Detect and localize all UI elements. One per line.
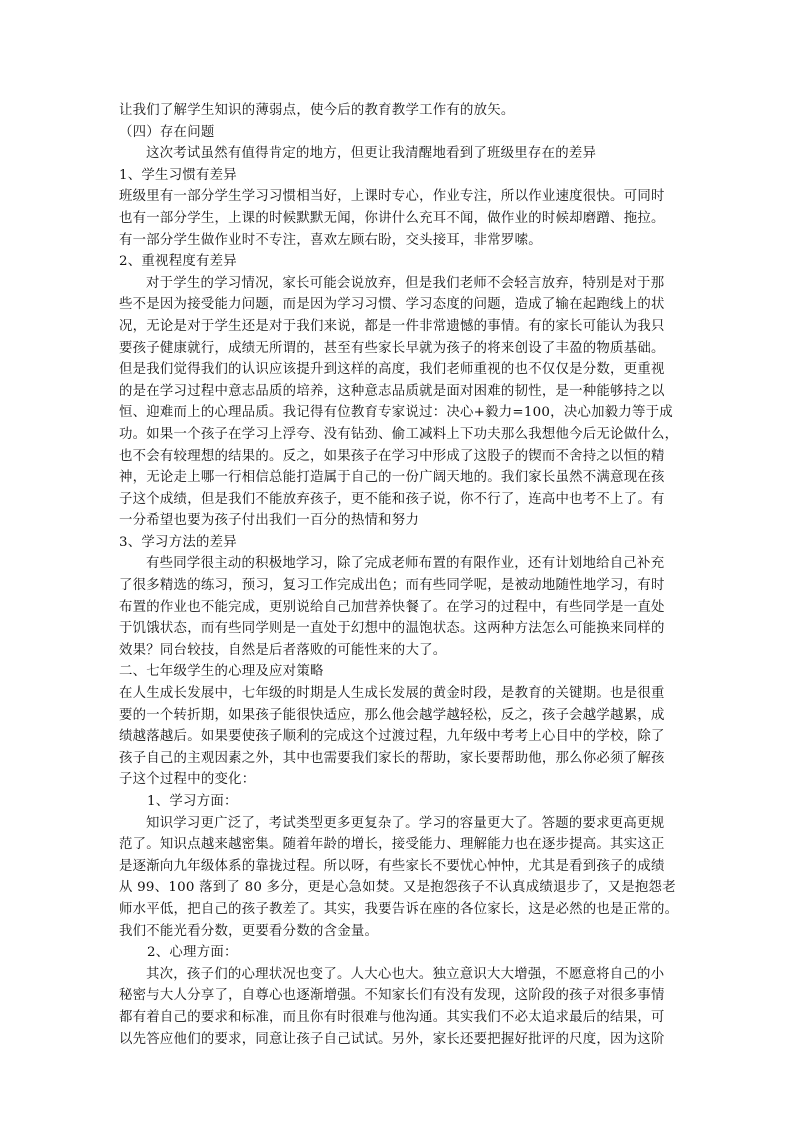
text-line: 1、学生习惯有差异	[119, 167, 237, 183]
text-line: 布置的作业也不能完成，更别说给自己加营养快餐了。在学习的过程中，有些同学是一直处	[119, 599, 665, 615]
text-line: 子这个成绩，但是我们不能放弃孩子，更不能和孩子说，你不行了，连高中也考不上了。有	[119, 491, 665, 507]
text-line: 要的一个转折期，如果孩子能很快适应，那么他会越学越轻松，反之，孩子会越学越累，成	[119, 707, 665, 723]
text-line: 让我们了解学生知识的薄弱点，使今后的教育教学工作有的放矢。	[119, 103, 515, 118]
text-line: 2、重视程度有差异	[119, 254, 237, 270]
document-body	[119, 100, 684, 1050]
text-line: 况，无论是对于学生还是对于我们来说，都是一件非常遗憾的事情。有的家长可能认为我只	[119, 318, 665, 334]
text-line: 班级里有一部分学生学习习惯相当好，上课时专心，作业专注，所以作业速度很快。可同时	[119, 189, 665, 205]
text-line: 师水平低，把自己的孩子教差了。其实，我要告诉在座的各位家长，这是必然的也是正常的。	[119, 901, 679, 917]
text-line: 有一部分学生做作业时不专注，喜欢左顾右盼，交头接耳，非常罗嗦。	[119, 232, 542, 248]
text-line: 也不会有较理想的结果的。反之，如果孩子在学习中形成了这股子的锲而不舍持之以恒的精	[119, 448, 665, 464]
text-line: 这次考试虽然有值得肯定的地方，但更让我清醒地看到了班级里存在的差异	[146, 146, 597, 162]
text-line: 一分希望也要为孩子付出我们一百分的热情和努力	[119, 513, 420, 529]
text-line: 是逐渐向九年级体系的靠拢过程。所以呀，有些家长不要忧心忡忡，尤其是看到孩子的成绩	[119, 858, 665, 874]
text-line: 1、学习方面：	[147, 794, 238, 809]
text-line: 都有着自己的要求和标准，而且你有时很难与他沟通。其实我们不必太追求最后的结果，可	[119, 1009, 665, 1025]
text-line: 以先答应他们的要求，同意让孩子自己试试。另外，家长还要把握好批评的尺度，因为这阶	[119, 1031, 665, 1047]
text-line: 于饥饿状态，而有些同学则是一直处于幻想中的温饱状态。这两种方法怎么可能换来同样的	[119, 621, 665, 637]
text-line: 在人生成长发展中，七年级的时期是人生成长发展的黄金时段，是教育的关键期。也是很重	[119, 686, 665, 702]
text-line: 功。如果一个孩子在学习上浮夸、没有钻劲、偷工减料上下功夫那么我想他今后无论做什么，	[119, 426, 679, 442]
text-line: 范了。知识点越来越密集。随着年龄的增长，接受能力、理解能力也在逐步提高。其实这正	[119, 837, 665, 853]
text-line: 些不是因为接受能力问题，而是因为学习习惯、学习态度的问题，造成了输在起跑线上的状	[119, 297, 665, 313]
text-line: 3、学习方法的差异	[119, 534, 237, 550]
text-line: 我们不能光看分数，更要看分数的含金量。	[119, 923, 379, 939]
text-line: 秘密与大人分享了，自尊心也逐渐增强。不知家长们有没有发现，这阶段的孩子对很多事情	[119, 988, 665, 1004]
text-line: 知识学习更广泛了，考试类型更多更复杂了。学习的容量更大了。答题的要求更高更规	[146, 815, 665, 831]
text-line: 恒、迎难而上的心理品质。我记得有位教育专家说过：决心+毅力=100，决心加毅力等于成	[119, 405, 673, 421]
text-line: 二、七年级学生的心理及应对策略	[119, 664, 324, 680]
text-line: 的是在学习过程中意志品质的培养，这种意志品质就是面对困难的韧性，是一种能够持之以	[119, 383, 665, 399]
text-line: 也有一部分学生，上课的时候默默无闻，你讲什么充耳不闻，做作业的时候却磨蹭、拖拉。	[119, 210, 665, 226]
text-line: 孩子自己的主观因素之外，其中也需要我们家长的帮助，家长要帮助他，那么你必须了解孩	[119, 750, 665, 766]
text-line: （四）存在问题	[119, 124, 215, 140]
text-line: 绩越落越后。如果要使孩子顺利的完成这个过渡过程，九年级中考考上心目中的学校，除了	[119, 729, 665, 745]
text-line: 了很多精选的练习，预习，复习工作完成出色；而有些同学呢，是被动地随性地学习，有时	[119, 578, 665, 594]
text-line: 但是我们觉得我们的认识应该提升到这样的高度，我们老师重视的也不仅仅是分数，更重视	[119, 362, 665, 378]
text-line: 从 99、100 落到了 80 多分，更是心急如焚。又是抱怨孩子不认真成绩退步了，又是抱怨老	[119, 880, 676, 896]
text-line: 子这个过程中的变化：	[119, 772, 256, 788]
text-line: 神，无论走上哪一行相信总能打造属于自己的一份广阔天地的。我们家长虽然不满意现在孩	[119, 470, 665, 486]
text-line: 效果？同台较技，自然是后者落败的可能性来的大了。	[119, 642, 447, 658]
text-line: 对于学生的学习情况，家长可能会说放弃，但是我们老师不会轻言放弃，特别是对于那	[146, 275, 665, 291]
text-line: 其次，孩子们的心理状况也变了。人大心也大。独立意识大大增强，不愿意将自己的小	[146, 966, 665, 982]
text-line: 要孩子健康就行，成绩无所谓的，甚至有些家长早就为孩子的将来创设了丰盈的物质基础。	[119, 340, 665, 356]
text-line: 2、心理方面：	[147, 945, 238, 961]
text-line: 有些同学很主动的积极地学习，除了完成老师布置的有限作业，还有计划地给自己补充	[146, 556, 665, 572]
